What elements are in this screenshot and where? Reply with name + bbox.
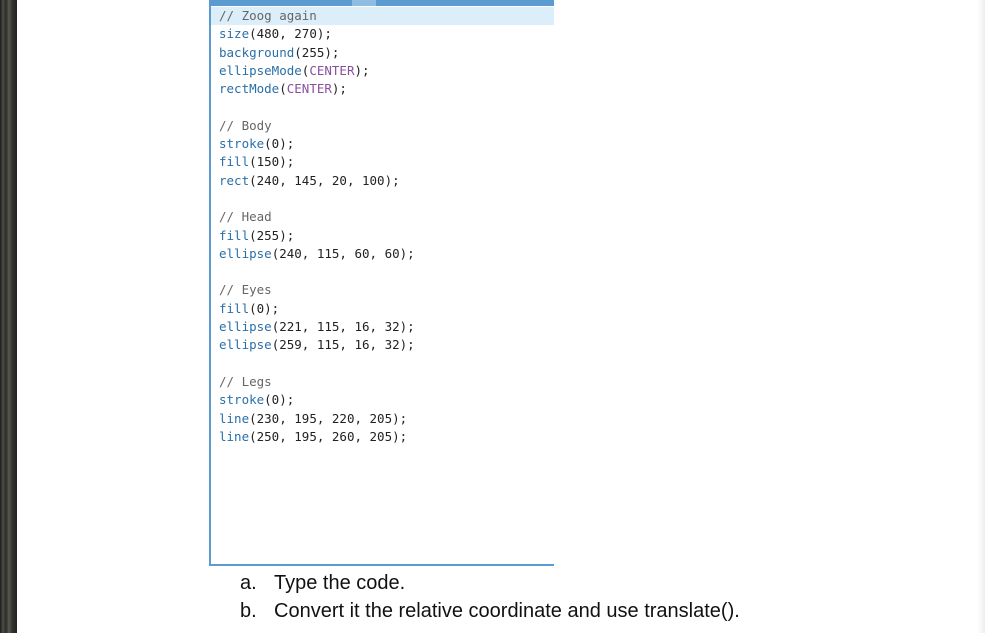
- instruction-marker: a.: [240, 572, 257, 594]
- code-line[interactable]: [211, 355, 554, 373]
- code-token-plain: (259, 115, 16, 32);: [271, 337, 415, 353]
- code-line[interactable]: [211, 117, 554, 135]
- code-line[interactable]: [211, 80, 554, 98]
- code-line[interactable]: [211, 25, 554, 43]
- code-line[interactable]: [211, 135, 554, 153]
- code-token-fn: ellipse: [219, 319, 272, 335]
- code-line[interactable]: [211, 428, 554, 446]
- code-line[interactable]: [211, 245, 554, 263]
- code-token-plain: (150);: [249, 154, 295, 170]
- code-token-comment: // Body: [219, 117, 272, 133]
- code-token-fn: background: [219, 44, 295, 60]
- code-text-area[interactable]: [211, 7, 554, 446]
- code-line[interactable]: [211, 373, 554, 391]
- code-token-plain: (240, 145, 20, 100);: [249, 172, 400, 188]
- code-token-plain: (0);: [249, 300, 280, 316]
- background-window-edge: [0, 0, 17, 633]
- code-token-fn: line: [219, 410, 250, 426]
- code-token-plain: (250, 195, 260, 205);: [249, 428, 408, 444]
- code-token-plain: (255);: [294, 44, 340, 60]
- code-token-plain: (: [279, 81, 287, 97]
- code-line[interactable]: [211, 391, 554, 409]
- instruction-text: Convert it the relative coordinate and use translate().: [274, 600, 740, 622]
- code-line[interactable]: [211, 227, 554, 245]
- code-token-plain: (: [301, 62, 310, 78]
- code-token-fn: rectMode: [219, 81, 280, 97]
- code-line[interactable]: [211, 336, 554, 354]
- code-token-fn: fill: [219, 227, 250, 243]
- instruction-marker: b.: [240, 600, 257, 622]
- code-line[interactable]: [211, 172, 554, 190]
- code-token-plain: (221, 115, 16, 32);: [271, 319, 415, 335]
- code-token-comment: // Head: [219, 209, 272, 225]
- code-line[interactable]: [211, 263, 554, 281]
- code-token-const: CENTER: [286, 81, 332, 97]
- code-token-plain: (255);: [249, 227, 295, 243]
- instruction-text: Type the code.: [274, 572, 406, 594]
- code-line[interactable]: [211, 153, 554, 171]
- instruction-item: [240, 597, 740, 625]
- code-line[interactable]: [211, 44, 554, 62]
- code-token-plain: (0);: [264, 392, 295, 408]
- code-token-fn: fill: [219, 154, 250, 170]
- code-line[interactable]: [211, 190, 554, 208]
- code-token-plain: );: [354, 62, 370, 78]
- code-line[interactable]: [211, 7, 554, 25]
- code-token-fn: ellipse: [219, 245, 272, 261]
- code-line[interactable]: [211, 208, 554, 226]
- code-token-comment: // Zoog again: [219, 8, 317, 23]
- code-token-fn: ellipse: [219, 337, 272, 353]
- scrollbar-thumb[interactable]: [352, 0, 376, 6]
- code-token-fn: stroke: [219, 392, 265, 408]
- code-line[interactable]: [211, 318, 554, 336]
- code-token-const: CENTER: [309, 62, 355, 78]
- instruction-item: [240, 569, 740, 597]
- code-line[interactable]: [211, 98, 554, 116]
- code-token-plain: );: [331, 81, 347, 97]
- code-line[interactable]: [211, 300, 554, 318]
- editor-horizontal-scrollbar[interactable]: [211, 0, 554, 6]
- code-token-comment: // Eyes: [219, 282, 272, 298]
- code-editor-panel[interactable]: [209, 0, 554, 566]
- code-token-fn: fill: [219, 300, 250, 316]
- code-token-comment: // Legs: [219, 373, 272, 389]
- code-token-plain: (230, 195, 220, 205);: [249, 410, 408, 426]
- code-token-plain: (240, 115, 60, 60);: [271, 245, 415, 261]
- code-token-fn: stroke: [219, 136, 265, 152]
- code-token-fn: size: [219, 26, 250, 42]
- code-token-fn: rect: [219, 172, 250, 188]
- page-edge-shadow: [977, 0, 985, 633]
- code-line[interactable]: [211, 281, 554, 299]
- code-token-plain: (480, 270);: [249, 26, 332, 42]
- code-token-plain: (0);: [264, 136, 295, 152]
- code-token-fn: ellipseMode: [219, 62, 302, 78]
- code-line[interactable]: [211, 62, 554, 80]
- instruction-list: [240, 569, 740, 625]
- code-line[interactable]: [211, 410, 554, 428]
- code-token-fn: line: [219, 428, 250, 444]
